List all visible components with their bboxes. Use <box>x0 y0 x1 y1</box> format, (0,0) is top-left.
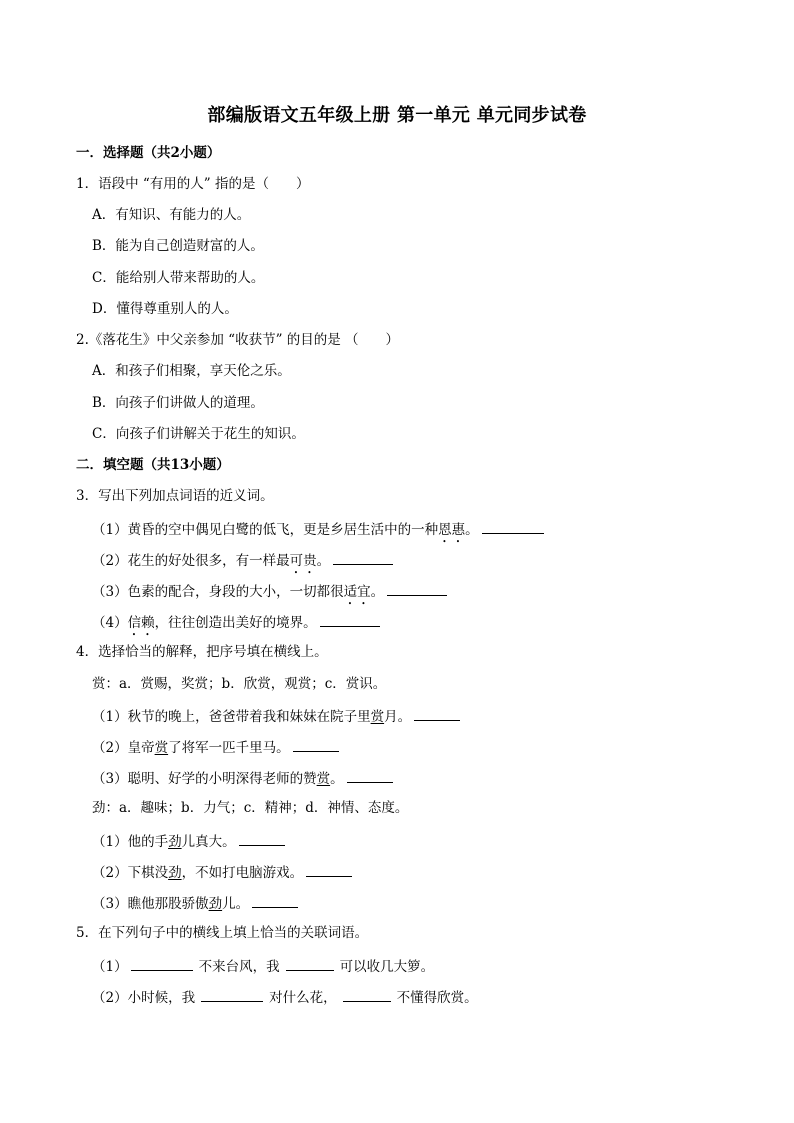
q3-item-1-text: （1）黄昏的空中偶见白鹭的低飞，更是乡居生活中的一种 <box>92 522 439 538</box>
answer-blank[interactable] <box>387 580 447 596</box>
q3-item-1-key-word: 恩惠 <box>438 522 466 538</box>
answer-blank[interactable] <box>333 549 393 565</box>
q5-sentence-1 <box>92 955 434 977</box>
q4-shang-item-1-key: 赏 <box>370 709 385 725</box>
q5-s1-part-b: 不来台风，我 <box>198 959 280 975</box>
answer-blank[interactable] <box>414 705 460 721</box>
q4-definition-shang: 赏：a．赏赐，奖赏；b．欣赏，观赏；c．赏识。 <box>92 676 387 692</box>
q4-jin-item-2-key: 劲 <box>168 865 182 881</box>
question-3-stem: 3．写出下列加点词语的近义词。 <box>76 488 274 504</box>
q3-item-4-key-word: 信赖 <box>127 615 155 631</box>
q1-option-a: A．有知识、有能力的人。 <box>92 207 251 223</box>
q2-option-c: C．向孩子们讲解关于花生的知识。 <box>92 426 305 442</box>
q4-shang-item-2 <box>92 736 339 758</box>
q4-shang-item-3-text: （3）聪明、好学的小明深得老师的赞 <box>92 771 317 787</box>
q5-s2-part-b: 对什么花， <box>269 990 337 1006</box>
q3-item-3 <box>92 580 447 608</box>
section-heading-fill: 二．填空题（共13小题） <box>76 457 230 473</box>
q4-jin-item-3-key: 劲 <box>208 896 223 912</box>
q3-item-4-text: （4） <box>92 615 128 631</box>
answer-blank[interactable] <box>286 955 334 971</box>
q2-option-a: A．和孩子们相聚，享天伦之乐。 <box>92 363 291 379</box>
q4-shang-item-3 <box>92 767 393 789</box>
q3-item-2-text-end: 。 <box>316 553 331 569</box>
question-5-stem: 5．在下列句子中的横线上填上恰当的关联词语。 <box>76 925 369 941</box>
question-1-stem: 1．语段中 “有用的人” 指的是（ ） <box>76 176 310 192</box>
answer-blank[interactable] <box>239 830 285 846</box>
q5-s1-part-c: 可以收几大箩。 <box>339 959 435 975</box>
q5-sentence-2 <box>92 986 478 1008</box>
answer-blank[interactable] <box>201 986 263 1002</box>
q4-jin-item-2-text-end: ，不如打电脑游戏。 <box>181 865 304 881</box>
q4-jin-item-2-text: （2）下棋没 <box>92 865 169 881</box>
question-4-stem: 4．选择恰当的解释，把序号填在横线上。 <box>76 644 328 660</box>
q1-option-c: C．能给别人带来帮助的人。 <box>92 270 265 286</box>
q4-shang-item-1-text: （1）秋节的晚上，爸爸带着我和妹妹在院子里 <box>92 709 371 725</box>
answer-blank[interactable] <box>320 611 380 627</box>
q3-item-3-text: （3）色素的配合，身段的大小，一切都很 <box>92 584 344 600</box>
answer-blank[interactable] <box>252 892 298 908</box>
q4-jin-item-1-text-end: 儿真大。 <box>181 834 236 850</box>
q3-item-2 <box>92 549 393 577</box>
q4-jin-item-1 <box>92 830 285 852</box>
q3-item-1-text-end: 。 <box>465 522 479 538</box>
answer-blank[interactable] <box>482 518 544 534</box>
answer-blank[interactable] <box>131 955 193 971</box>
q4-jin-item-1-key: 劲 <box>168 834 182 850</box>
q4-shang-item-1-text-end: 月。 <box>384 709 412 725</box>
q4-shang-item-2-key: 赏 <box>154 740 169 756</box>
q4-jin-item-3-text: （3）瞧他那股骄傲 <box>92 896 209 912</box>
q4-jin-item-3-text-end: 儿。 <box>222 896 250 912</box>
q5-s2-part-c: 不懂得欣赏。 <box>396 990 478 1006</box>
page-title: 部编版语文五年级上册 第一单元 单元同步试卷 <box>207 105 587 126</box>
answer-blank[interactable] <box>293 736 339 752</box>
answer-blank[interactable] <box>347 767 393 783</box>
answer-blank[interactable] <box>306 861 352 877</box>
section-heading-choice: 一．选择题（共2小题） <box>76 145 221 161</box>
q3-item-4 <box>92 611 380 639</box>
q5-s2-part-a: （2）小时候，我 <box>92 990 196 1006</box>
q3-item-2-text: （2）花生的好处很多，有一样最 <box>92 553 290 569</box>
question-2-stem: 2.《落花生》中父亲参加 “收获节” 的目的是 （ ） <box>76 332 400 348</box>
q3-item-2-key-word: 可贵 <box>289 553 317 569</box>
q3-item-3-key-word: 适宜 <box>343 584 371 600</box>
q4-jin-item-3 <box>92 892 298 914</box>
q4-shang-item-2-text-end: 了将军一匹千里马。 <box>168 740 290 756</box>
q4-definition-jin: 劲：a．趣味；b．力气；c．精神；d．神情、态度。 <box>92 800 409 816</box>
q3-item-1 <box>92 518 544 546</box>
answer-blank[interactable] <box>343 986 391 1002</box>
q4-shang-item-3-text-end: 。 <box>330 771 344 787</box>
q4-shang-item-3-key: 赏 <box>316 771 331 787</box>
q4-shang-item-1 <box>92 705 460 727</box>
q4-jin-item-2 <box>92 861 352 883</box>
q3-item-3-text-end: 。 <box>370 584 385 600</box>
q5-s1-part-a: （1） <box>92 959 128 975</box>
q4-shang-item-2-text: （2）皇帝 <box>92 740 155 756</box>
q1-option-d: D．懂得尊重别人的人。 <box>92 301 238 317</box>
q3-item-4-text-end: ，往往创造出美好的境界。 <box>154 615 317 631</box>
q2-option-b: B．向孩子们讲做人的道理。 <box>92 395 264 411</box>
q4-jin-item-1-text: （1）他的手 <box>92 834 169 850</box>
q1-option-b: B．能为自己创造财富的人。 <box>92 238 264 254</box>
